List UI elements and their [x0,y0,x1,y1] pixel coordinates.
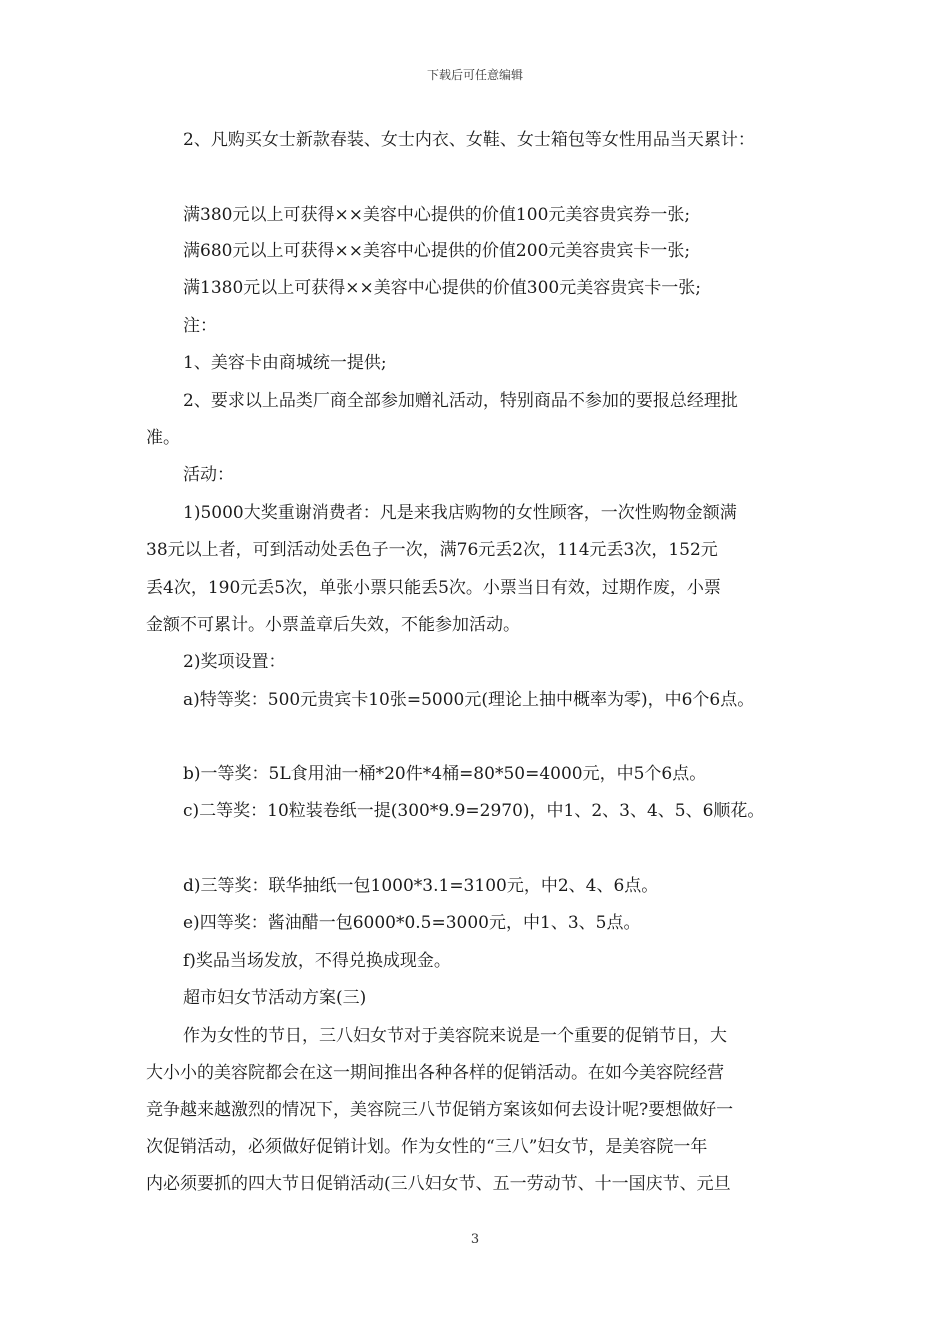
paragraph-line: 作为女性的节日，三八妇女节对于美容院来说是一个重要的促销节日，大 [183,1026,727,1046]
paragraph-line: 活动： [183,465,234,485]
paragraph-line: 2、凡购买女士新款春装、女士内衣、女鞋、女士箱包等女性用品当天累计： [183,130,755,150]
paragraph-line: 38元以上者，可到活动处丢色子一次，满76元丢2次，114元丢3次，152元 [146,540,718,560]
paragraph-line: c)二等奖：10粒装卷纸一提(300*9.9=2970)，中1、2、3、4、5、6顺花。 [183,801,765,821]
page-header: 下载后可任意编辑 [426,68,523,82]
paragraph-line: 丢4次，190元丢5次，单张小票只能丢5次。小票当日有效，过期作废，小票 [146,578,721,598]
paragraph-line: d)三等奖：联华抽纸一包1000*3.1=3100元，中2、4、6点。 [183,876,659,896]
paragraph-line: 满1380元以上可获得××美容中心提供的价值300元美容贵宾卡一张; [183,278,701,298]
paragraph-line: 注： [183,316,217,336]
paragraph-line: 竞争越来越激烈的情况下，美容院三八节促销方案该如何去设计呢?要想做好一 [146,1100,734,1120]
paragraph-line: 内必须要抓的四大节日促销活动(三八妇女节、五一劳动节、十一国庆节、元旦 [146,1174,731,1194]
paragraph-line: 2)奖项设置： [183,652,286,672]
paragraph-line: f)奖品当场发放，不得兑换成现金。 [183,951,451,971]
paragraph-line: 1、美容卡由商城统一提供; [183,353,387,373]
page-number: 3 [470,1232,480,1247]
paragraph-line: 准。 [146,428,180,448]
paragraph-line: 2、要求以上品类厂商全部参加赠礼活动，特别商品不参加的要报总经理批 [183,391,738,411]
paragraph-line: b)一等奖：5L食用油一桶*20件*4桶=80*50=4000元，中5个6点。 [183,764,707,784]
paragraph-line: a)特等奖：500元贵宾卡10张=5000元(理论上抽中概率为零)，中6个6点。 [183,690,755,710]
paragraph-line: e)四等奖：酱油醋一包6000*0.5=3000元，中1、3、5点。 [183,913,641,933]
paragraph-line: 大小小的美容院都会在这一期间推出各种各样的促销活动。在如今美容院经营 [146,1063,724,1083]
paragraph-line: 满380元以上可获得××美容中心提供的价值100元美容贵宾券一张; [183,205,691,225]
paragraph-line: 满680元以上可获得××美容中心提供的价值200元美容贵宾卡一张; [183,241,691,261]
paragraph-line: 金额不可累计。小票盖章后失效，不能参加活动。 [146,615,520,635]
paragraph-line: 1)5000大奖重谢消费者：凡是来我店购物的女性顾客，一次性购物金额满 [183,503,737,523]
paragraph-line: 次促销活动，必须做好促销计划。作为女性的“三八”妇女节，是美容院一年 [146,1137,708,1157]
section-heading: 超市妇女节活动方案(三) [183,988,367,1008]
